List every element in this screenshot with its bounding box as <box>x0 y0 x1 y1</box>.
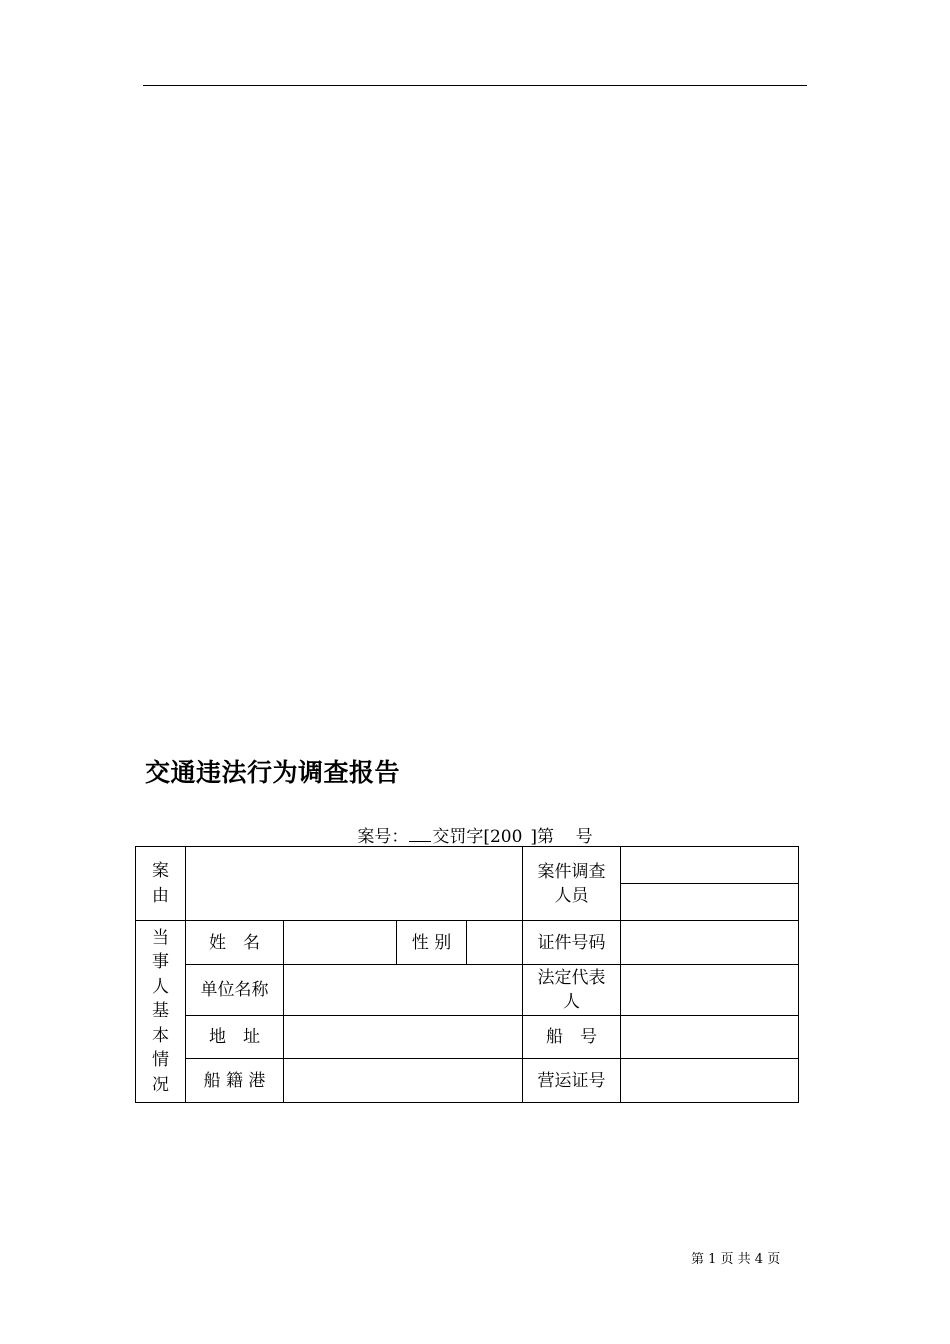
id-number-label: 证件号码 <box>523 921 621 965</box>
gender-label: 性 别 <box>397 921 467 965</box>
legal-rep-label: 法定代表人 <box>537 968 606 1012</box>
legal-rep-field[interactable] <box>621 965 799 1016</box>
investigators-label: 案件调查人员 <box>537 861 606 906</box>
port-label: 船 籍 港 <box>186 1059 284 1103</box>
investigator-2-field[interactable] <box>621 884 799 921</box>
header-rule <box>143 85 807 86</box>
license-no-label: 营运证号 <box>523 1059 621 1103</box>
port-field[interactable] <box>284 1059 523 1103</box>
party-label-cell <box>136 921 186 1103</box>
ship-no-label: 船 号 <box>523 1016 621 1059</box>
investigator-1-field[interactable] <box>621 847 799 884</box>
name-field[interactable] <box>284 921 397 965</box>
org-name-label: 单位名称 <box>186 965 284 1016</box>
address-field[interactable] <box>284 1016 523 1059</box>
case-reason-label: 案由 <box>152 861 169 906</box>
id-number-field[interactable] <box>621 921 799 965</box>
case-number-suffix: ]第 号 <box>530 827 593 847</box>
address-label: 地 址 <box>186 1016 284 1059</box>
org-name-field[interactable] <box>284 965 523 1016</box>
license-no-field[interactable] <box>621 1059 799 1103</box>
case-reason-label-cell <box>136 847 186 921</box>
name-label: 姓 名 <box>186 921 284 965</box>
page-footer: 第 1 页 共 4 页 <box>691 1252 781 1267</box>
investigation-form-table <box>135 846 799 1103</box>
investigators-label-cell <box>523 847 621 921</box>
case-reason-field[interactable] <box>186 847 523 921</box>
case-number-blank[interactable] <box>409 827 431 842</box>
case-number-prefix: 案号： <box>357 827 409 847</box>
ship-no-field[interactable] <box>621 1016 799 1059</box>
case-number-middle: 交罚字[200 <box>432 827 523 847</box>
document-title: 交通违法行为调查报告 <box>145 758 401 787</box>
legal-rep-label-cell <box>523 965 621 1016</box>
gender-field[interactable] <box>467 921 523 965</box>
party-label: 当事人基本情况 <box>152 927 169 1095</box>
case-number-line <box>0 822 950 847</box>
